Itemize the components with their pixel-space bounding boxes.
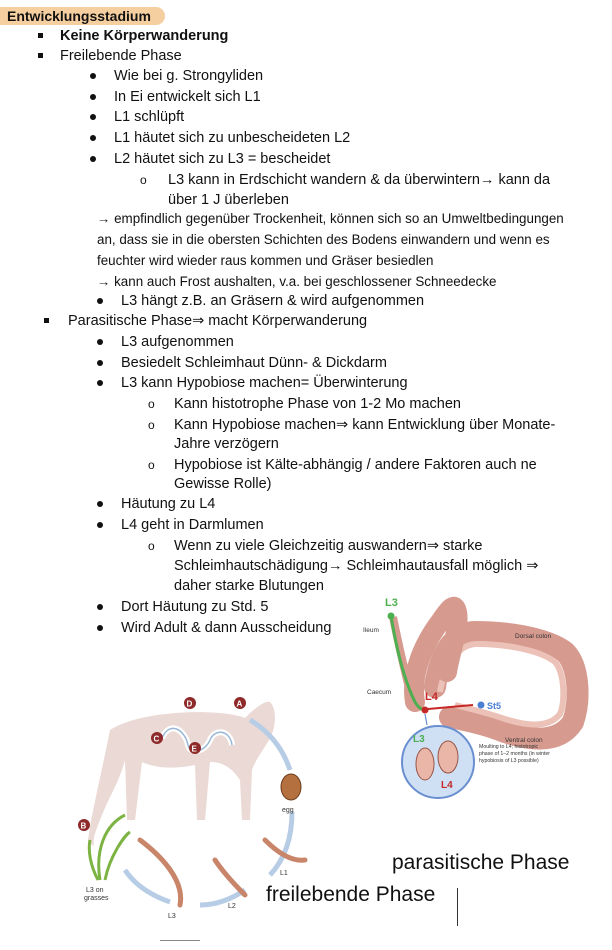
intestine-label-l3: L3 bbox=[385, 597, 398, 609]
dot-bullet-icon bbox=[97, 522, 103, 528]
sub-l3-line2: über 1 J überleben bbox=[168, 192, 289, 208]
inset-label-l3: L3 bbox=[413, 734, 425, 745]
arrow-paragraph bbox=[97, 208, 564, 292]
cycle-arrow bbox=[200, 890, 245, 905]
dot-bullet-icon bbox=[90, 135, 96, 141]
dot-bullet-icon bbox=[97, 339, 103, 345]
dot-bullet-icon bbox=[97, 380, 103, 386]
dot-bullet-icon bbox=[97, 604, 103, 610]
square-bullet-icon bbox=[38, 33, 43, 38]
circle-bullet-icon: o bbox=[148, 458, 155, 472]
bottom-divider bbox=[160, 940, 200, 941]
dot-bullet-icon bbox=[90, 73, 96, 79]
cycle-arrow bbox=[270, 812, 292, 875]
item-parasitische-phase: Parasitische Phase⇒ macht Körperwanderung bbox=[68, 313, 368, 329]
marker-d-label: D bbox=[186, 699, 193, 709]
para2-item: Häutung zu L4 bbox=[121, 496, 216, 512]
inset-note: hypobiosis of L3 possible) bbox=[479, 758, 539, 764]
frei-item: Wie bei g. Strongyliden bbox=[114, 68, 264, 84]
sub-l3-line1: L3 kann in Erdschicht wandern & da überwintern→ kann da bbox=[168, 172, 551, 188]
inset-label-l4: L4 bbox=[441, 780, 453, 791]
hypo-sub-item: Kann histotrophe Phase von 1-2 Mo machen bbox=[174, 396, 461, 412]
square-bullet-icon bbox=[44, 318, 49, 323]
intestine-label-dorsal-colon: Dorsal colon bbox=[515, 633, 552, 640]
label-l2: L2 bbox=[228, 903, 236, 910]
hypo-sub-item: Jahre verzögern bbox=[174, 436, 279, 452]
circle-bullet-icon: o bbox=[148, 539, 155, 553]
para3-item: Dort Häutung zu Std. 5 bbox=[121, 599, 269, 615]
marker-b-label: B bbox=[80, 821, 87, 831]
dot-bullet-icon bbox=[97, 625, 103, 631]
text-cursor-divider bbox=[457, 888, 458, 926]
para-item: L3 aufgenommen bbox=[121, 334, 234, 350]
dot-bullet-icon bbox=[97, 360, 103, 366]
frei-last-item: L3 hängt z.B. an Gräsern & wird aufgenommen bbox=[121, 293, 425, 309]
intestine-label-st5: St5 bbox=[487, 701, 502, 711]
label-egg: egg bbox=[282, 807, 294, 814]
hypo-sub-item: Hypobiose ist Kälte-abhängig / andere Faktoren auch ne bbox=[174, 457, 537, 473]
larva-l2 bbox=[215, 860, 245, 895]
horse-silhouette bbox=[88, 699, 275, 846]
arrow-paragraph-line: → kann auch Frost aushalten, v.a. bei geschlossener Schneedecke bbox=[97, 274, 497, 289]
hypo-sub-item: Gewisse Rolle) bbox=[174, 476, 272, 492]
dot-bullet-icon bbox=[90, 114, 96, 120]
dot-bullet-icon bbox=[97, 298, 103, 304]
circle-bullet-icon: o bbox=[148, 418, 155, 432]
para-item: L3 kann Hypobiose machen= Überwinterung bbox=[121, 375, 408, 391]
l3-start-dot bbox=[388, 613, 395, 620]
marker-d bbox=[184, 697, 196, 709]
inset-connector bbox=[425, 714, 427, 725]
intestine-label-caecum: Caecum bbox=[367, 689, 392, 696]
marker-a bbox=[234, 697, 246, 709]
arrow-paragraph-line: an, dass sie in die obersten Schichten des Bodens einwandern und wenn es bbox=[97, 232, 550, 247]
caption-freilebende-phase: freilebende Phase bbox=[266, 883, 436, 906]
label-l3-on-grasses: L3 on bbox=[86, 887, 104, 894]
frei-item: In Ei entwickelt sich L1 bbox=[114, 89, 261, 105]
dot-bullet-icon bbox=[90, 94, 96, 100]
marker-b bbox=[78, 819, 90, 831]
item-keine-koerperwanderung: Keine Körperwanderung bbox=[60, 28, 229, 44]
circle-bullet-icon: o bbox=[140, 173, 147, 187]
intestine-label-ileum: Ileum bbox=[363, 627, 379, 634]
intestine-label-ventral-colon: Ventral colon bbox=[505, 737, 543, 744]
st5-dot bbox=[478, 702, 485, 709]
l4-dot bbox=[422, 707, 429, 714]
hypo-sub-item: Kann Hypobiose machen⇒ kann Entwicklung über Monate- bbox=[174, 417, 556, 433]
marker-c bbox=[151, 732, 163, 744]
frei-item: L2 häutet sich zu L3 = bescheidet bbox=[114, 151, 331, 167]
larva-l3 bbox=[140, 840, 181, 905]
marker-e-label: E bbox=[191, 744, 197, 754]
label-l1: L1 bbox=[280, 870, 288, 877]
section-heading: Entwicklungsstadium bbox=[0, 7, 165, 25]
marker-a-label: A bbox=[236, 699, 243, 709]
lumen-sub-item: daher starke Blutungen bbox=[174, 578, 324, 594]
para2-item: L4 geht in Darmlumen bbox=[121, 517, 264, 533]
label-l3-on-grasses: grasses bbox=[84, 895, 109, 902]
square-bullet-icon bbox=[38, 53, 43, 58]
lumen-sub-item: Schleimhautschädigung→ Schleimhautausfall möglich ⇒ bbox=[174, 558, 539, 574]
frei-item: L1 schlüpft bbox=[114, 109, 185, 125]
inset-gland-l3 bbox=[416, 748, 434, 780]
inset-note: phase of 1–2 months (in winter bbox=[479, 751, 550, 757]
intestine-diagram bbox=[355, 592, 590, 807]
marker-e bbox=[189, 742, 201, 754]
egg-icon bbox=[281, 774, 301, 800]
inset-note: Moulting to L4; histotropic bbox=[479, 744, 539, 750]
intestine-label-l4: L4 bbox=[425, 691, 438, 703]
item-freilebende-phase: Freilebende Phase bbox=[60, 48, 182, 64]
inset-gland-l4 bbox=[438, 741, 458, 773]
lumen-sub-item: Wenn zu viele Gleichzeitig auswandern⇒ starke bbox=[174, 538, 483, 554]
para-item: Besiedelt Schleimhaut Dünn- & Dickdarm bbox=[121, 355, 387, 371]
dot-bullet-icon bbox=[90, 156, 96, 162]
label-l3: L3 bbox=[168, 913, 176, 920]
arrow-paragraph-line: → empfindlich gegenüber Trockenheit, können sich so an Umweltbedingungen bbox=[97, 211, 564, 226]
para3-item: Wird Adult & dann Ausscheidung bbox=[121, 620, 332, 636]
cycle-arrow bbox=[125, 870, 170, 902]
dot-bullet-icon bbox=[97, 501, 103, 507]
marker-c-label: C bbox=[153, 734, 160, 744]
circle-bullet-icon: o bbox=[148, 397, 155, 411]
caption-parasitische-phase: parasitische Phase bbox=[392, 851, 570, 874]
frei-item: L1 häutet sich zu unbescheideten L2 bbox=[114, 130, 351, 146]
arrow-paragraph-line: feuchter wird wieder raus kommen und Gräser besiedlen bbox=[97, 253, 434, 268]
